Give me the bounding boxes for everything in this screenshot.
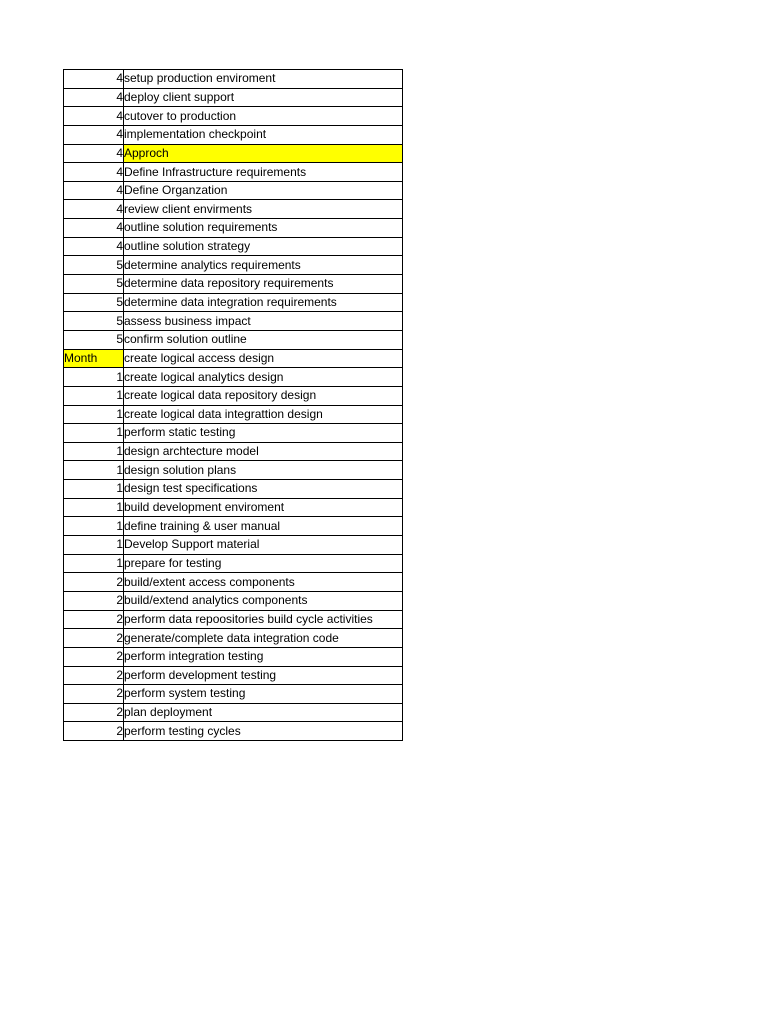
table-row: [64, 647, 403, 666]
month-number-cell[interactable]: 1: [64, 442, 124, 461]
task-cell[interactable]: deploy client support: [124, 88, 403, 107]
table-row: [64, 517, 403, 536]
table-row: [64, 219, 403, 238]
month-number-cell[interactable]: 2: [64, 703, 124, 722]
task-cell[interactable]: cutover to production: [124, 107, 403, 126]
task-cell[interactable]: perform testing cycles: [124, 722, 403, 741]
table-row: [64, 349, 403, 368]
task-cell[interactable]: build/extent access components: [124, 573, 403, 592]
table-row: [64, 70, 403, 89]
month-number-cell[interactable]: 1: [64, 554, 124, 573]
task-cell[interactable]: build development enviroment: [124, 498, 403, 517]
task-cell[interactable]: Define Infrastructure requirements: [124, 163, 403, 182]
month-number-cell[interactable]: 2: [64, 610, 124, 629]
month-number-cell[interactable]: 5: [64, 330, 124, 349]
table-row: [64, 629, 403, 648]
month-number-cell[interactable]: 1: [64, 386, 124, 405]
month-number-cell[interactable]: 2: [64, 685, 124, 704]
task-cell[interactable]: determine data integration requirements: [124, 293, 403, 312]
table-row: [64, 312, 403, 331]
month-number-cell[interactable]: 2: [64, 573, 124, 592]
table-row: [64, 703, 403, 722]
table-row: [64, 163, 403, 182]
month-number-cell[interactable]: 4: [64, 88, 124, 107]
month-number-cell[interactable]: 1: [64, 517, 124, 536]
task-cell[interactable]: create logical analytics design: [124, 368, 403, 387]
table-row: [64, 293, 403, 312]
month-number-cell[interactable]: 1: [64, 536, 124, 555]
table-row: [64, 88, 403, 107]
table-row: [64, 200, 403, 219]
table-row: [64, 573, 403, 592]
table-row: [64, 442, 403, 461]
task-cell[interactable]: determine analytics requirements: [124, 256, 403, 275]
task-cell[interactable]: outline solution strategy: [124, 237, 403, 256]
month-number-cell[interactable]: 5: [64, 256, 124, 275]
table-row: [64, 256, 403, 275]
month-number-cell[interactable]: 1: [64, 424, 124, 443]
table-row: [64, 591, 403, 610]
task-cell[interactable]: perform development testing: [124, 666, 403, 685]
task-cell[interactable]: prepare for testing: [124, 554, 403, 573]
table-row: [64, 424, 403, 443]
table-row: [64, 181, 403, 200]
task-cell[interactable]: create logical access design: [124, 349, 403, 368]
task-cell[interactable]: outline solution requirements: [124, 219, 403, 238]
table-row: [64, 536, 403, 555]
table-row: [64, 386, 403, 405]
task-table-body: [64, 70, 403, 741]
table-row: [64, 237, 403, 256]
task-cell[interactable]: design solution plans: [124, 461, 403, 480]
month-number-cell[interactable]: 2: [64, 591, 124, 610]
month-number-cell[interactable]: 4: [64, 200, 124, 219]
task-cell[interactable]: review client envirments: [124, 200, 403, 219]
table-row: [64, 685, 403, 704]
month-number-cell[interactable]: 1: [64, 461, 124, 480]
task-cell[interactable]: generate/complete data integration code: [124, 629, 403, 648]
task-table: [63, 69, 403, 741]
table-row: [64, 144, 403, 163]
table-row: [64, 107, 403, 126]
month-label-cell[interactable]: Month: [64, 349, 124, 368]
month-number-cell[interactable]: 5: [64, 312, 124, 331]
task-cell[interactable]: design test specifications: [124, 480, 403, 499]
month-number-cell[interactable]: 4: [64, 219, 124, 238]
month-number-cell[interactable]: 5: [64, 275, 124, 294]
task-cell[interactable]: perform system testing: [124, 685, 403, 704]
task-cell[interactable]: build/extend analytics components: [124, 591, 403, 610]
month-number-cell[interactable]: 4: [64, 125, 124, 144]
table-row: [64, 405, 403, 424]
month-number-cell[interactable]: 2: [64, 722, 124, 741]
month-number-cell[interactable]: 1: [64, 498, 124, 517]
task-cell[interactable]: create logical data integrattion design: [124, 405, 403, 424]
table-row: [64, 461, 403, 480]
task-cell[interactable]: implementation checkpoint: [124, 125, 403, 144]
table-row: [64, 554, 403, 573]
task-cell[interactable]: define training & user manual: [124, 517, 403, 536]
task-cell[interactable]: perform static testing: [124, 424, 403, 443]
task-cell[interactable]: perform integration testing: [124, 647, 403, 666]
month-number-cell[interactable]: 4: [64, 70, 124, 89]
table-row: [64, 722, 403, 741]
task-cell[interactable]: plan deployment: [124, 703, 403, 722]
month-number-cell[interactable]: 4: [64, 107, 124, 126]
task-cell[interactable]: setup production enviroment: [124, 70, 403, 89]
table-row: [64, 275, 403, 294]
month-number-cell[interactable]: 4: [64, 181, 124, 200]
table-row: [64, 610, 403, 629]
month-number-cell[interactable]: 1: [64, 480, 124, 499]
section-heading-cell[interactable]: Approch: [124, 144, 403, 163]
month-number-cell[interactable]: 2: [64, 629, 124, 648]
task-cell[interactable]: assess business impact: [124, 312, 403, 331]
task-cell[interactable]: determine data repository requirements: [124, 275, 403, 294]
table-row: [64, 368, 403, 387]
month-number-cell[interactable]: 5: [64, 293, 124, 312]
task-cell[interactable]: confirm solution outline: [124, 330, 403, 349]
task-cell[interactable]: design archtecture model: [124, 442, 403, 461]
month-number-cell[interactable]: 4: [64, 163, 124, 182]
table-row: [64, 498, 403, 517]
month-number-cell[interactable]: 4: [64, 144, 124, 163]
month-number-cell[interactable]: 1: [64, 368, 124, 387]
task-cell[interactable]: Define Organzation: [124, 181, 403, 200]
month-number-cell[interactable]: 2: [64, 647, 124, 666]
task-cell[interactable]: create logical data repository design: [124, 386, 403, 405]
table-row: [64, 480, 403, 499]
table-row: [64, 330, 403, 349]
task-cell[interactable]: Develop Support material: [124, 536, 403, 555]
table-row: [64, 125, 403, 144]
month-number-cell[interactable]: 4: [64, 237, 124, 256]
month-number-cell[interactable]: 2: [64, 666, 124, 685]
month-number-cell[interactable]: 1: [64, 405, 124, 424]
table-row: [64, 666, 403, 685]
task-cell[interactable]: perform data repoositories build cycle activities: [124, 610, 403, 629]
